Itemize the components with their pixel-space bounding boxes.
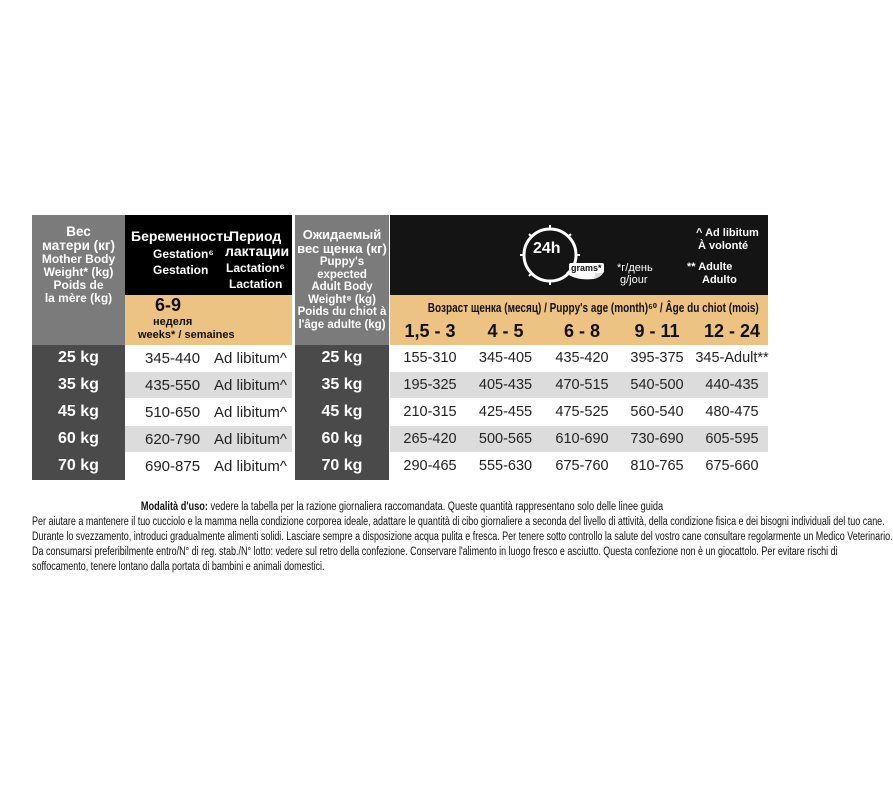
puppy-header-en-3: Weight⁸ (kg): [308, 293, 376, 306]
lactation-label-ru-1: Период: [229, 228, 282, 244]
puppy-weight-cell: 45 kg: [321, 403, 363, 420]
age-column-header: 12 - 24: [703, 321, 761, 341]
weeks-band: [125, 295, 292, 345]
mother-header-ru-2: матери (кг): [41, 238, 116, 253]
mother-header-en-1: Mother Body: [41, 252, 116, 266]
gestation-label-it: Gestation⁶: [153, 247, 214, 261]
ration-cell: 500-565: [478, 431, 533, 447]
ration-cell: 730-690: [630, 431, 684, 447]
ration-cell: 480-475: [705, 404, 759, 420]
age-title: Возраст щенка (месяц) / Puppy's age (month)⁶⁰ / Âge du chiot (mois): [427, 301, 759, 315]
lactation-cell: Ad libitum^: [214, 350, 287, 367]
lactation-label-fr: Lactation: [229, 277, 283, 291]
gestation-cell: 435-550: [145, 377, 201, 394]
note-ad-libitum: ^ Ad libitum: [696, 227, 759, 239]
ration-cell: 265-420: [403, 431, 457, 447]
weeks-value: 6-9: [155, 295, 182, 315]
puppy-weight-cell: 35 kg: [321, 376, 363, 393]
gestation-cell: 510-650: [145, 404, 201, 421]
gestation-cell: 690-875: [145, 458, 201, 475]
note-a-volonte: À volonté: [698, 240, 749, 252]
puppy-header-ru-1: Ожидаемый: [302, 227, 382, 242]
puppy-header-en-2: Adult Body: [311, 281, 373, 293]
gestation-label-ru: Беременность: [131, 228, 232, 244]
footer-line-1: [106, 500, 698, 515]
ration-cell: 470-515: [555, 377, 609, 393]
age-column-header: 9 - 11: [634, 321, 680, 341]
mother-header-en-2: Weight* (kg): [43, 265, 114, 279]
ration-cell: 540-500: [630, 377, 684, 393]
mother-header-ru-1: Вес: [66, 224, 91, 239]
ration-cell: 435-420: [555, 350, 609, 366]
mother-weight-column-header: [32, 215, 125, 345]
footer-line-3: Durante lo svezzamento, introduci gradualmente alimenti solidi. Lasciare sempre a disposizione acqua pulita e fresca. Per tenere sotto controllo la salute del vostro cane consultare regolarmente un Medico Veterinario.: [32, 531, 893, 543]
grams-label: grams*: [571, 263, 602, 273]
puppy-header-fr-1: Poids du chiot à: [297, 306, 387, 318]
puppy-weight-cell: 25 kg: [321, 349, 363, 366]
ration-cell: 395-375: [630, 350, 684, 366]
note-adulte: ** Adulte: [687, 261, 733, 273]
footer-line-1-text: vedere la tabella per la razione giornaliera raccomandata. Queste quantità rappresentano solo delle linee guida: [207, 501, 664, 513]
ration-cell: 560-540: [630, 404, 684, 420]
footer-line-2: Per aiutare a mantenere il tuo cucciolo e la mamma nella condizione corporea ideale, adattare le quantità di cibo giornaliere a seconda del livello di attività, della condizione fisica e dei bisogni individuali del tuo cane.: [32, 516, 885, 528]
puppy-weight-column-header: [295, 215, 389, 345]
ration-cell: 555-630: [478, 458, 533, 474]
ration-cell: 675-760: [555, 458, 609, 474]
clock-label: 24h: [533, 240, 561, 257]
mother-header-fr-1: Poids de: [53, 278, 104, 292]
ration-cell: 345-405: [478, 350, 533, 366]
ration-cell: 155-310: [403, 350, 457, 366]
mother-weight-cell: 25 kg: [58, 349, 99, 366]
puppy-header-ru-2: вес щенка (кг): [297, 241, 387, 256]
gestation-lactation-header: [125, 215, 292, 295]
lactation-label-ru-2: лактации: [225, 243, 290, 259]
ration-cell: 290-465: [403, 458, 457, 474]
footer-heading: Modalità d'uso:: [140, 501, 208, 513]
puppy-header-fr-2: l'âge adulte (kg): [298, 318, 386, 331]
gestation-cell: 345-440: [145, 350, 201, 367]
lactation-label-it: Lactation⁶: [226, 261, 285, 275]
ration-cell: 605-595: [705, 431, 759, 447]
ration-cell: 210-315: [403, 404, 457, 420]
age-header: [390, 215, 768, 295]
ration-cell: 345-Adult**: [695, 350, 769, 366]
ration-cell: 440-435: [705, 377, 759, 393]
note-adulto: Adulto: [702, 274, 737, 286]
ration-cell: 675-660: [705, 458, 759, 474]
footer-line-5: soffocamento, tenere lontano dalla portata di bambini e animali domestici.: [32, 561, 325, 573]
clock-bowl-icon: [514, 219, 624, 291]
ration-cell: 475-525: [555, 404, 609, 420]
mother-header-fr-2: la mère (kg): [44, 291, 113, 305]
lactation-cell: Ad libitum^: [214, 458, 287, 475]
age-column-header: 6 - 8: [563, 321, 601, 341]
weeks-label-ru: неделя: [153, 316, 193, 328]
puppy-weight-cell: 70 kg: [321, 457, 363, 474]
usage-instructions: [32, 500, 893, 575]
ration-cell: 810-765: [630, 458, 684, 474]
mother-weight-cell: 70 kg: [58, 457, 99, 474]
ration-cell: 405-435: [478, 377, 533, 393]
puppy-header-en-1: Puppy's expected: [317, 256, 367, 281]
per-day-ru: *г/день: [617, 262, 653, 274]
per-day-fr: g/jour: [620, 274, 648, 286]
lactation-cell: Ad libitum^: [214, 377, 287, 394]
gestation-cell: 620-790: [145, 431, 201, 448]
age-column-header: 4 - 5: [487, 321, 524, 341]
mother-weight-cell: 45 kg: [58, 403, 99, 420]
lactation-cell: Ad libitum^: [214, 404, 287, 421]
weeks-label-en-fr: weeks* / semaines: [138, 329, 235, 341]
gestation-label-fr: Gestation: [153, 263, 209, 277]
puppy-weight-cell: 60 kg: [321, 430, 363, 447]
footer-line-4: Da consumarsi preferibilmente entro/N° di reg. stab./N° lotto: vedere sul retro della confezione. Conservare l'alimento in luogo fresco e asciutto. Questa confezione non è un giocattolo. Per evitare rischi di: [32, 546, 838, 558]
lactation-cell: Ad libitum^: [214, 431, 287, 448]
age-column-header: 1,5 - 3: [404, 321, 456, 341]
ration-cell: 195-325: [403, 377, 457, 393]
mother-weight-cell: 35 kg: [58, 376, 99, 393]
ration-cell: 610-690: [555, 431, 609, 447]
mother-weight-cell: 60 kg: [58, 430, 99, 447]
ration-cell: 425-455: [478, 404, 533, 420]
